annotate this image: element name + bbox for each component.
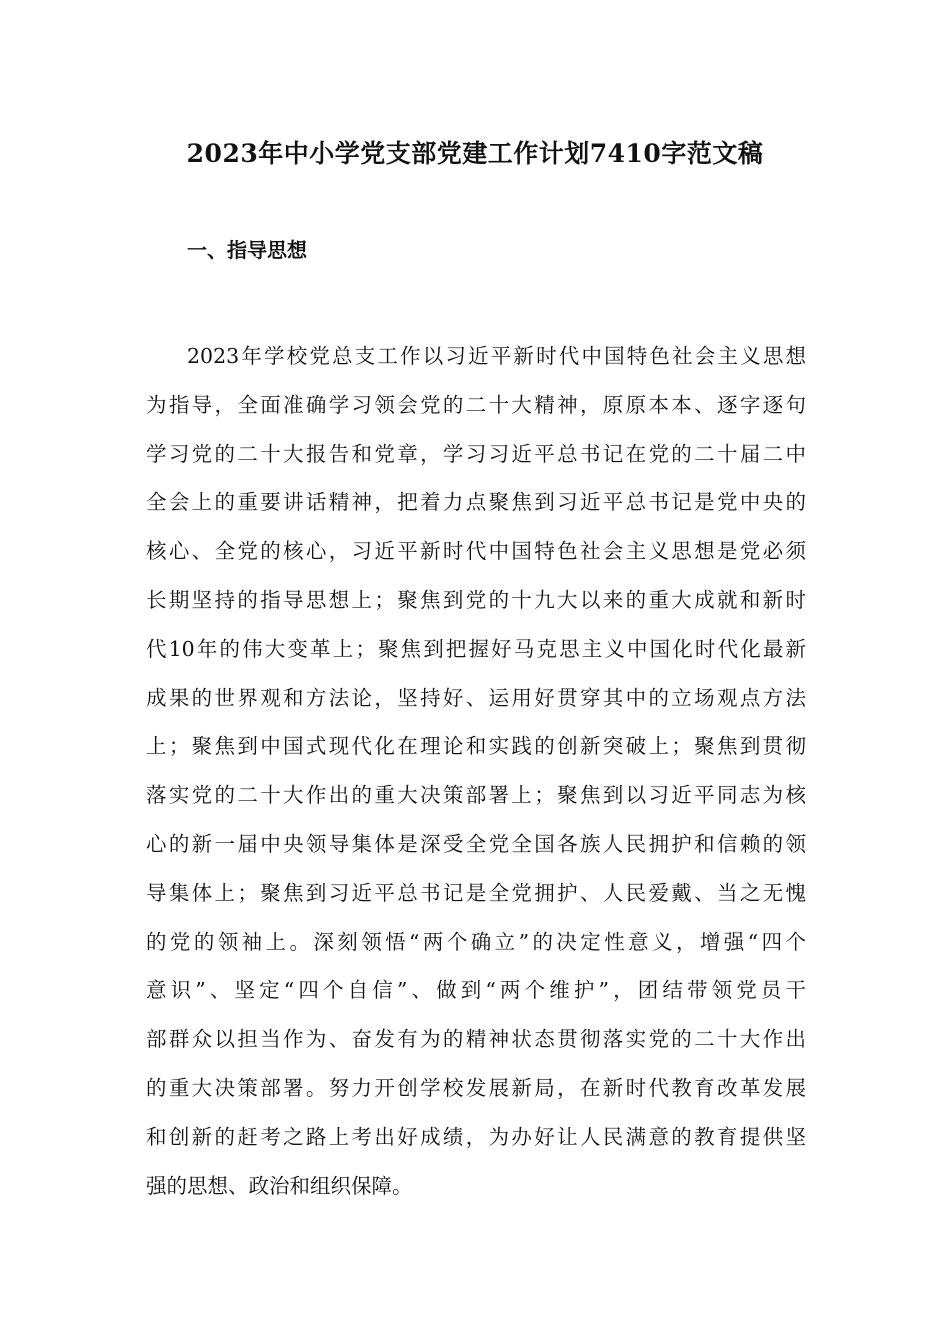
paragraph-line: 上；聚焦到中国式现代化在理论和实践的创新突破上；聚焦到贯彻 [146,734,806,759]
paragraph-line: 全会上的重要讲话精神，把着力点聚焦到习近平总书记是党中央的 [146,490,806,515]
paragraph-line: 导集体上；聚焦到习近平总书记是全党拥护、人民爱戴、当之无愧 [146,880,806,905]
paragraph-line: 落实党的二十大作出的重大决策部署上；聚焦到以习近平同志为核 [146,783,806,808]
section-heading: 一、指导思想 [187,238,307,262]
paragraph-line: 心的新一届中央领导集体是深受全党全国各族人民拥护和信赖的领 [146,831,806,856]
paragraph-line: 意识”、坚定“四个自信”、做到“两个维护”，团结带领党员干 [146,978,806,1003]
paragraph-line: 部群众以担当作为、奋发有为的精神状态贯彻落实党的二十大作出 [146,1027,806,1052]
paragraph-line: 和创新的赶考之路上考出好成绩，为办好让人民满意的教育提供坚 [146,1124,806,1149]
paragraph-line: 长期坚持的指导思想上；聚焦到党的十九大以来的重大成就和新时 [146,587,806,612]
paragraph-line: 强的思想、政治和组织保障。 [146,1173,413,1198]
paragraph-line: 核心、全党的核心，习近平新时代中国特色社会主义思想是党必须 [146,539,806,564]
body-paragraph [146,332,806,1210]
paragraph-line: 代10年的伟大变革上；聚焦到把握好马克思主义中国化时代化最新 [146,636,806,661]
paragraph-line: 成果的世界观和方法论，坚持好、运用好贯穿其中的立场观点方法 [146,685,806,710]
paragraph-line: 学习党的二十大报告和党章，学习习近平总书记在党的二十届二中 [146,441,806,466]
paragraph-line: 为指导，全面准确学习领会党的二十大精神，原原本本、逐字逐句 [146,392,806,417]
paragraph-line: 的重大决策部署。努力开创学校发展新局，在新时代教育改革发展 [146,1075,806,1100]
paragraph-line: 2023年学校党总支工作以习近平新时代中国特色社会主义思想 [187,344,806,368]
document-title: 2023年中小学党支部党建工作计划7410字范文稿 [186,139,764,168]
paragraph-line: 的党的领袖上。深刻领悟“两个确立”的决定性意义，增强“四个 [146,929,806,954]
